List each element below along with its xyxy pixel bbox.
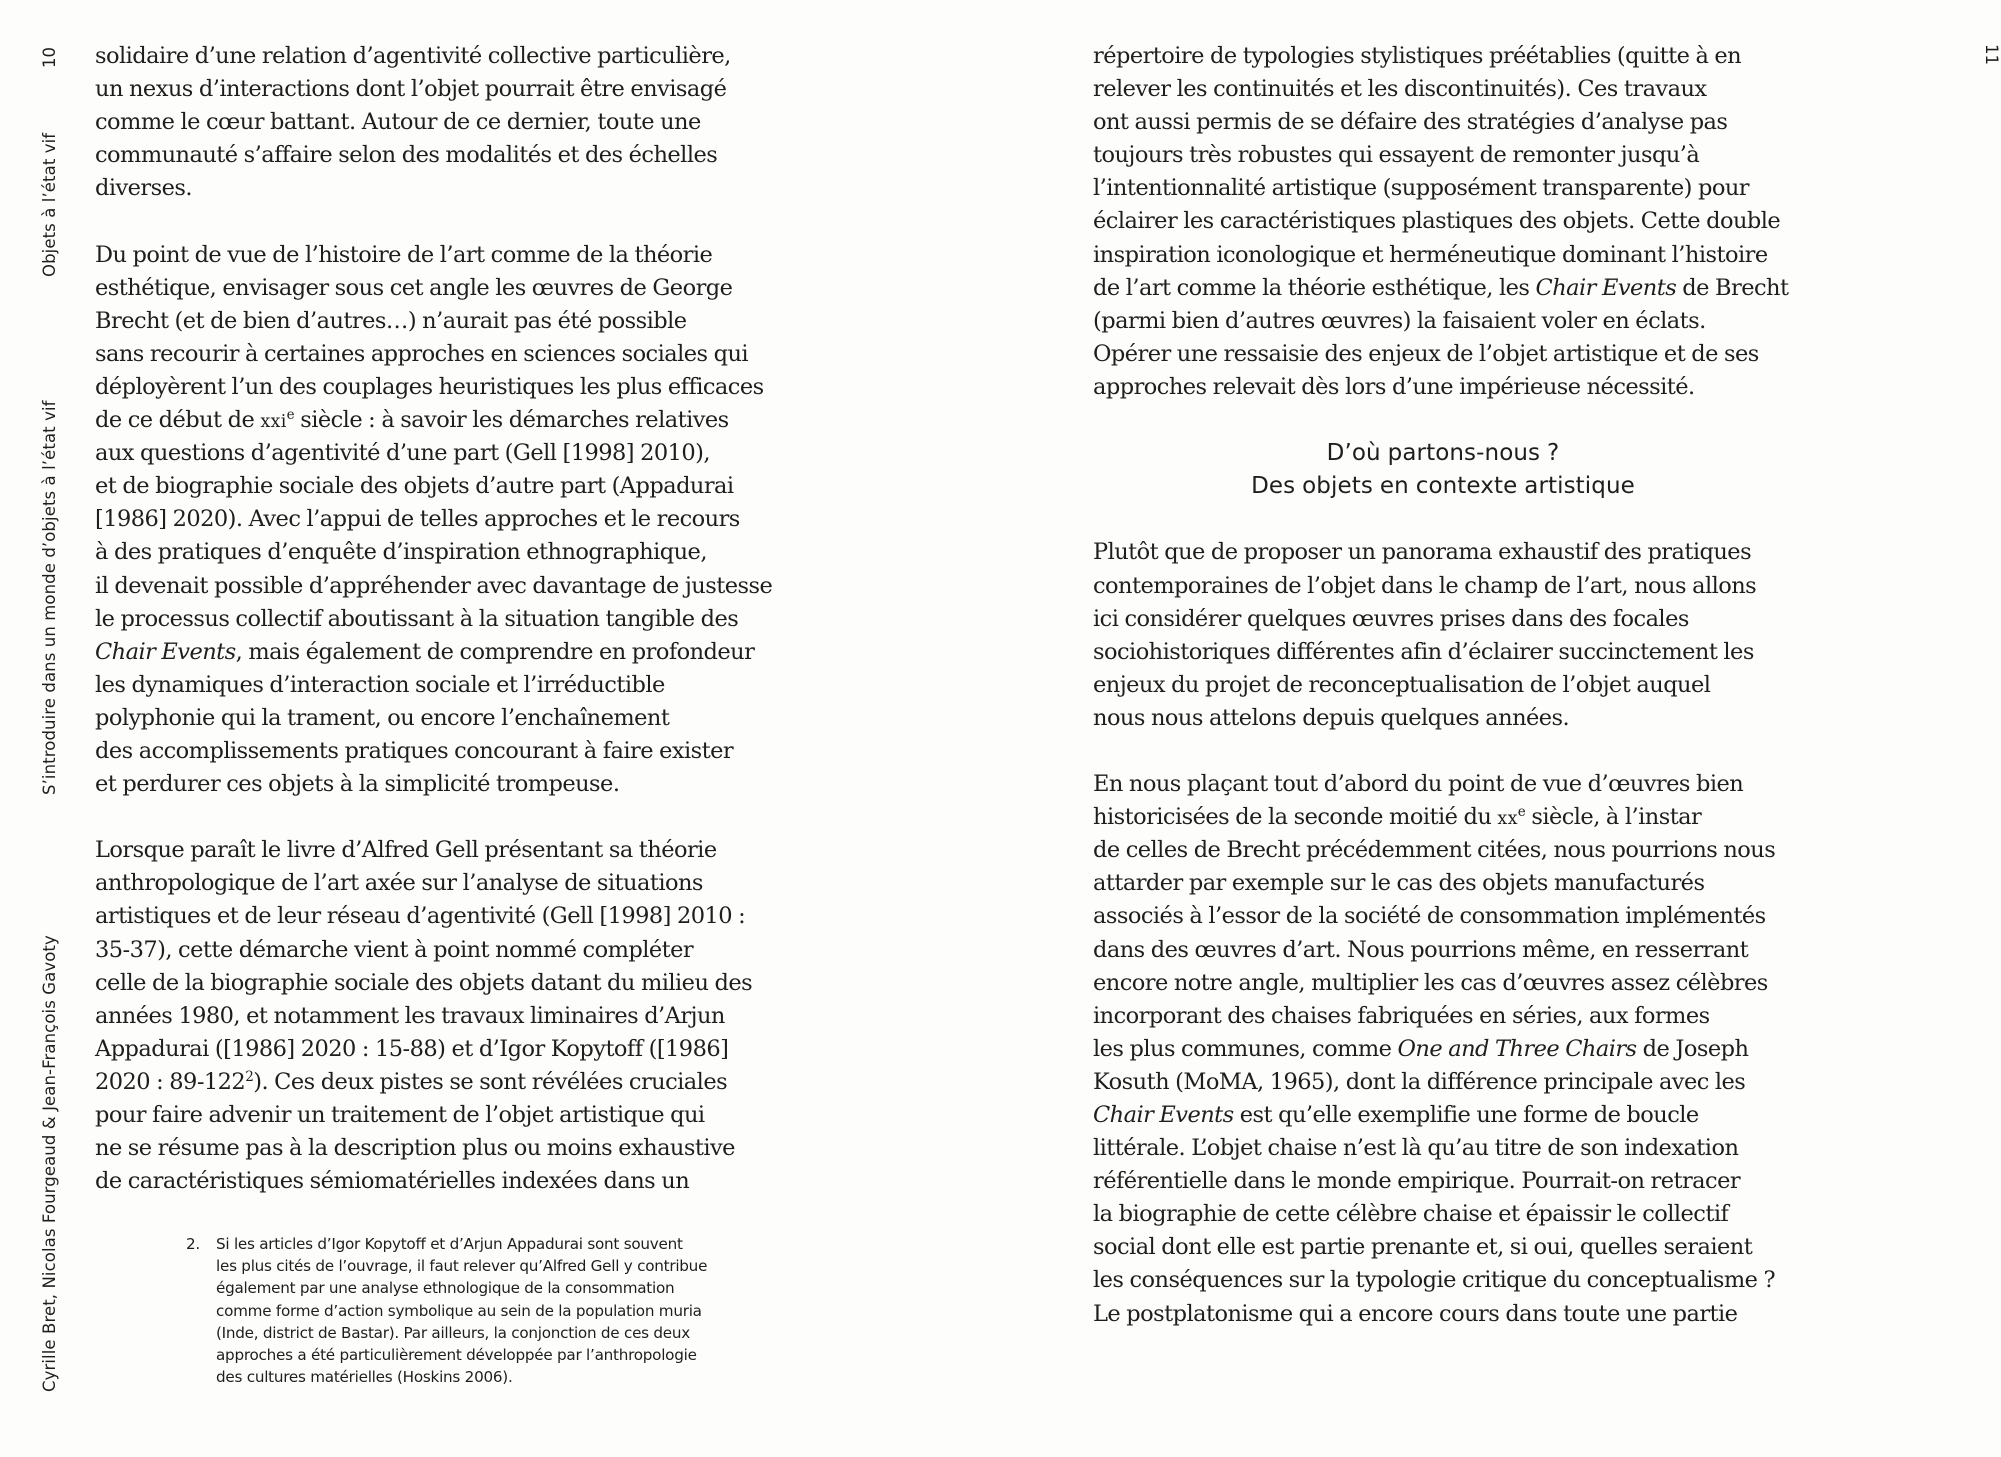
text-line: inspiration iconologique et herméneutique dominant l’histoire: [1093, 241, 1768, 268]
page-number-right: 11: [1982, 44, 2001, 65]
footnote-line: comme forme d’action symbolique au sein de la population muria: [216, 1301, 702, 1320]
text-line: Appadurai ([1986] 2020 : 15-88) et d’Igor Kopytoff ([1986]: [95, 1035, 729, 1062]
footnote-line: Si les articles d’Igor Kopytoff et d’Arjun Appadurai sont souvent: [216, 1235, 683, 1253]
text-line: la biographie de cette célèbre chaise et épaissir le collectif: [1093, 1201, 1729, 1228]
running-head-chapter-title: S’introduire dans un monde d’objets à l’état vif: [40, 400, 59, 795]
footnote-line: des cultures matérielles (Hoskins 2006).: [216, 1368, 513, 1387]
text-line: de caractéristiques sémiomatérielles indexées dans un: [95, 1168, 690, 1195]
text-line: des accomplissements pratiques concourant à faire exister: [95, 737, 734, 764]
left-page: [0, 0, 945, 1457]
section-heading: D’où partons-nous ?: [1326, 440, 1560, 467]
text-line: Plutôt que de proposer un panorama exhaustif des pratiques: [1093, 539, 1752, 566]
text-line: historicisées de la seconde moitié du $xx^e$ siècle, à l’instar: [1093, 804, 1702, 831]
text-line: sans recourir à certaines approches en sciences sociales qui: [95, 340, 749, 367]
text-line: esthétique, envisager sous cet angle les œuvres de George: [95, 274, 733, 301]
text-line: attarder par exemple sur le cas des objets manufacturés: [1093, 870, 1705, 897]
italic-work-title: Chair Events: [1535, 274, 1677, 301]
text-line: de l’art comme la théorie esthétique, les Chair Events de Brecht: [1093, 274, 1789, 301]
text-line: pour faire advenir un traitement de l’objet artistique qui: [95, 1102, 705, 1128]
text-line: Le postplatonisme qui a encore cours dans toute une partie: [1093, 1300, 1738, 1327]
text-line: sociohistoriques différentes afin d’éclairer succinctement les: [1093, 638, 1754, 665]
text-line: les conséquences sur la typologie critique du conceptualisme ?: [1093, 1267, 1776, 1294]
section-heading: Des objets en contexte artistique: [1251, 473, 1635, 500]
text-line: approches relevait dès lors d’une impérieuse nécessité.: [1093, 373, 1695, 400]
italic-work-title: Chair Events: [1093, 1102, 1234, 1128]
paragraph-gap: [1093, 404, 1853, 437]
text-line: social dont elle est partie prenante et, si oui, quelles seraient: [1093, 1234, 1753, 1261]
text-line: référentielle dans le monde empirique. Pourrait-on retracer: [1093, 1168, 1741, 1195]
text-line: diverses.: [95, 175, 192, 202]
text-line: ne se résume pas à la description plus ou moins exhaustive: [95, 1135, 735, 1162]
text-line: et de biographie sociale des objets d’autre part (Appadurai: [95, 473, 734, 500]
italic-work-title: Chair Events: [95, 638, 236, 665]
text-line: Kosuth (MoMA, 1965), dont la différence principale avec les: [1093, 1068, 1746, 1095]
text-line: [1986] 2020). Avec l’appui de telles approches et le recours: [95, 506, 740, 533]
text-line: les plus communes, comme One and Three Chairs de Joseph: [1093, 1035, 1749, 1062]
text-line: Chair Events est qu’elle exemplifie une forme de boucle: [1093, 1102, 1699, 1128]
paragraph-gap: [95, 801, 855, 834]
text-line: Brecht (et de bien d’autres…) n’aurait pas été possible: [95, 307, 687, 334]
paragraph-gap: [1093, 735, 1853, 768]
running-head-book-title: Objets à l’état vif: [40, 132, 59, 277]
text-line: de celles de Brecht précédemment citées, nous pourrions nous: [1093, 837, 1776, 864]
text-line: artistiques et de leur réseau d’agentivité (Gell [1998] 2010 :: [95, 903, 746, 930]
text-line: l’intentionnalité artistique (supposément transparente) pour: [1093, 175, 1749, 202]
paragraph-gap: [1093, 503, 1853, 536]
text-line: contemporaines de l’objet dans le champ de l’art, nous allons: [1093, 572, 1757, 599]
text-line: celle de la biographie sociale des objets datant du milieu des: [95, 969, 753, 996]
text-line: il devenait possible d’appréhender avec davantage de justesse: [95, 572, 773, 599]
text-line: anthropologique de l’art axée sur l’analyse de situations: [95, 870, 703, 897]
text-line: associés à l’essor de la société de consommation implémentés: [1093, 903, 1766, 930]
text-line: ici considérer quelques œuvres prises dans des focales: [1093, 605, 1689, 632]
left-body-text: [95, 40, 855, 1198]
italic-work-title: One and Three Chairs: [1397, 1035, 1637, 1062]
text-line: littérale. L’objet chaise n’est là qu’au titre de son indexation: [1093, 1135, 1739, 1162]
text-line: incorporant des chaises fabriquées en séries, aux formes: [1093, 1002, 1710, 1029]
footnote-reference[interactable]: 2: [245, 1068, 254, 1085]
text-line: Chair Events, mais également de comprendre en profondeur: [95, 638, 755, 665]
text-line: toujours très robustes qui essayent de remonter jusqu’à: [1093, 142, 1700, 169]
right-body-text: [1093, 40, 1853, 1331]
text-line: ont aussi permis de se défaire des stratégies d’analyse pas: [1093, 109, 1728, 136]
text-line: et perdurer ces objets à la simplicité trompeuse.: [95, 771, 620, 798]
text-line: les dynamiques d’interaction sociale et l’irréductible: [95, 671, 665, 698]
text-line: relever les continuités et les discontinuités). Ces travaux: [1093, 76, 1707, 103]
page-number-left: 10: [40, 47, 59, 68]
footnote-line: (Inde, district de Bastar). Par ailleurs, la conjonction de ces deux: [216, 1323, 691, 1342]
text-line: éclairer les caractéristiques plastiques des objets. Cette double: [1093, 208, 1781, 235]
text-line: communauté s’affaire selon des modalités et des échelles: [95, 142, 718, 169]
footnote-line: également par une analyse ethnologique de la consommation: [216, 1279, 675, 1298]
text-line: Du point de vue de l’histoire de l’art comme de la théorie: [95, 241, 713, 268]
text-line: encore notre angle, multiplier les cas d’œuvres assez célèbres: [1093, 969, 1768, 996]
text-line: répertoire de typologies stylistiques préétablies (quitte à en: [1093, 43, 1742, 69]
text-line: Lorsque paraît le livre d’Alfred Gell présentant sa théorie: [95, 837, 717, 864]
text-line: aux questions d’agentivité d’une part (Gell [1998] 2010),: [95, 440, 711, 467]
text-line: nous nous attelons depuis quelques années.: [1093, 704, 1570, 731]
text-line: enjeux du projet de reconceptualisation de l’objet auquel: [1093, 671, 1711, 698]
footnote-text: [216, 1233, 816, 1388]
footnote-line: les plus cités de l’ouvrage, il faut relever qu’Alfred Gell y contribue: [216, 1257, 708, 1276]
text-line: 2020 : $89-122^2$). Ces deux pistes se sont révélées cruciales: [95, 1068, 728, 1095]
text-line: années 1980, et notamment les travaux liminaires d’Arjun: [95, 1002, 725, 1029]
text-line: de ce début de xxi$^e$ siècle : à savoir les démarches relatives: [95, 406, 729, 434]
text-line: polyphonie qui la trament, ou encore l’enchaînement: [95, 704, 670, 731]
footnote-line: approches a été particulièrement développée par l’anthropologie: [216, 1346, 697, 1365]
text-line: En nous plaçant tout d’abord du point de vue d’œuvres bien: [1093, 771, 1744, 798]
paragraph-gap: [95, 205, 855, 238]
text-line: 35-37), cette démarche vient à point nommé compléter: [95, 936, 694, 963]
running-head-authors: Cyrille Bret, Nicolas Fourgeaud & Jean-François Gavoty: [40, 935, 59, 1392]
text-line: comme le cœur battant. Autour de ce dernier, toute une: [95, 109, 701, 136]
text-line: à des pratiques d’enquête d’inspiration ethnographique,: [95, 539, 707, 566]
footnote-number: 2.: [186, 1235, 200, 1253]
text-line: Opérer une ressaisie des enjeux de l’objet artistique et de ses: [1093, 340, 1759, 367]
text-line: (parmi bien d’autres œuvres) la faisaient voler en éclats.: [1093, 307, 1706, 334]
text-line: dans des œuvres d’art. Nous pourrions même, en resserrant: [1093, 936, 1749, 963]
text-line: déployèrent l’un des couplages heuristiques les plus efficaces: [95, 373, 764, 400]
text-line: solidaire d’une relation d’agentivité collective particulière,: [95, 43, 731, 69]
text-line: un nexus d’interactions dont l’objet pourrait être envisagé: [95, 76, 727, 103]
text-line: le processus collectif aboutissant à la situation tangible des: [95, 605, 739, 632]
